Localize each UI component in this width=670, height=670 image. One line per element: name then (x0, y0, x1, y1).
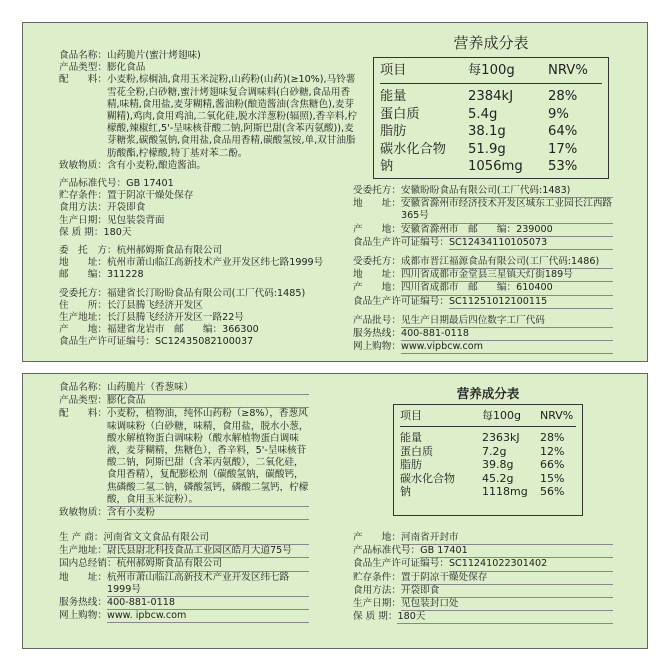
info-label: 食品名称： (59, 50, 107, 61)
nutrition-header-item: 项目 (380, 63, 407, 78)
info-label: 生 产 商： (59, 532, 104, 543)
info-label: 国内总经销： (59, 558, 117, 570)
info-row (353, 185, 613, 198)
info-label: 产 地： (59, 324, 107, 336)
nutrition-nrv-value: 53% (548, 158, 578, 174)
info-value: 杭州郝姆斯食品有限公司 (116, 245, 223, 257)
nutrition-amount: 38.1g (468, 124, 506, 140)
info-label: 贮存条件： (59, 190, 107, 202)
nutrition-row (380, 106, 602, 123)
info-value: 安徽省滁州市经济技术开发区城东工业园长江西路365号 (401, 198, 613, 223)
info-row (59, 74, 359, 159)
p1-nutrition-title: 营养成分表 (453, 34, 529, 52)
info-label: 食用方法： (353, 584, 401, 596)
info-label: 食品生产许可证编号： (59, 336, 155, 348)
nutrition-nrv-value: 28% (548, 89, 578, 105)
info-row (353, 558, 613, 571)
info-row (59, 288, 359, 300)
info-row (59, 572, 309, 597)
info-row (353, 328, 613, 341)
info-label: 产 地： (353, 223, 401, 235)
label-panel-honey-wing (22, 22, 648, 362)
info-row (353, 282, 613, 295)
info-value: 杭州郝姆斯食品有限公司 (117, 558, 309, 571)
info-label: 服务热线： (59, 597, 107, 609)
nutrition-nutrient: 脂肪 (400, 458, 422, 472)
info-label: 受委托方： (59, 287, 107, 299)
info-row (59, 324, 359, 336)
info-label: 地 址： (353, 198, 401, 210)
info-value: 福建省龙岩市 邮 编：366300 (106, 324, 259, 336)
info-row (59, 382, 309, 395)
info-value: 安徽省滁州市 邮 编：239000 (401, 224, 613, 237)
info-row (59, 408, 309, 507)
info-label: 地 址： (59, 257, 107, 269)
info-row (353, 341, 613, 354)
info-label: 产 地： (353, 532, 401, 543)
info-row (59, 245, 359, 257)
nutrition-header-row (380, 58, 602, 84)
info-label: 生产地址： (59, 545, 107, 557)
info-value: SC11241022301402 (449, 558, 613, 571)
info-row (59, 190, 359, 202)
info-label: 食用方法： (59, 202, 107, 214)
info-row (353, 256, 613, 269)
info-value: SC11251012100115 (449, 296, 613, 309)
info-label: 食品生产许可证编号： (353, 236, 449, 248)
nutrition-amount: 5.4g (468, 106, 498, 122)
info-row (59, 395, 309, 408)
info-row (59, 202, 359, 214)
info-value: www.vipbcw.com (401, 341, 613, 354)
info-label: 食品生产许可证编号： (353, 295, 449, 307)
info-value: 河南省开封市 (401, 532, 613, 545)
info-value: 安徽盼盼食品有限公司(工厂代码:1483) (401, 185, 613, 198)
info-value: 膨化食品 (106, 62, 146, 74)
info-value: SC12434110105073 (449, 237, 613, 250)
nutrition-header-per100g: 每100g (482, 409, 521, 422)
info-value: 杭州市萧山临江高新技术产业开发区纬七路1999号 (107, 572, 309, 597)
info-row (353, 296, 613, 309)
label-panel-scallion (22, 373, 648, 649)
info-label: 受委托方： (353, 185, 401, 196)
info-value: 180天 (103, 226, 132, 238)
p2-left-top-info (59, 382, 309, 520)
nutrition-nrv-value: 17% (548, 141, 578, 157)
info-row (59, 312, 359, 324)
info-label: 保 质 期： (59, 226, 104, 238)
nutrition-amount: 2384kJ (468, 89, 514, 105)
info-label: 网上购物： (353, 341, 401, 353)
nutrition-nrv-value: 66% (540, 458, 565, 472)
info-value: 山药脆片(蜜汁烤翅味) (106, 50, 201, 61)
info-value: 四川省成都市 邮 编：610400 (401, 282, 613, 295)
info-row (59, 300, 359, 312)
info-value: 见包装封口处 (401, 598, 613, 611)
info-row (59, 336, 359, 348)
info-value: 见包装袋背面 (106, 214, 165, 226)
nutrition-nutrient: 能量 (400, 431, 422, 445)
nutrition-amount: 7.2g (482, 444, 507, 458)
p2-left-bottom-info (59, 532, 309, 623)
info-label: 产品标准代号： (353, 545, 421, 557)
info-label: 邮 编： (59, 269, 107, 281)
info-value: SC12435082100037 (154, 336, 254, 348)
nutrition-nrv-value: 15% (540, 471, 565, 485)
info-row (59, 507, 309, 520)
info-row (59, 269, 359, 281)
info-row (353, 237, 613, 250)
info-row (353, 572, 613, 585)
info-row (59, 160, 359, 172)
p2-nutrition-table (393, 404, 583, 516)
p2-right-bottom-info (353, 532, 613, 624)
nutrition-row (380, 123, 602, 140)
info-row (353, 585, 613, 598)
nutrition-nutrient: 碳水化合物 (380, 141, 446, 157)
nutrition-nrv-value: 12% (540, 444, 565, 458)
info-value: 小麦粉,棕榈油,食用玉米淀粉,山药粉(山药)(≥10%),马铃薯雪花全粉,白砂糖,蜜汁烤翅味复合调味料(白砂糖,食品用香精,味精,食用盐,麦芽糊精,酱油粉(酿造酱油(含焦糖色),麦芽糊精),鸡肉,食用鸡油,二氧化硅,脱水洋葱粉(辐照),香辛料,柠檬酸,辣椒红,5'-呈味核苷酸二钠,阿斯巴甜(含苯丙氨酸)),麦芽糖浆,碳酸氢钠,食用盐,食品用香精,碳酸氢铵,单,双甘油脂肪酸酯,柠檬酸,特丁基对苯二酚。 (106, 74, 358, 159)
nutrition-row (400, 458, 576, 471)
nutrition-row (380, 141, 602, 158)
info-value: 开袋即食 (106, 202, 146, 214)
info-row (59, 227, 359, 239)
info-value: 400-881-0118 (401, 328, 613, 341)
info-label: 产 地： (353, 282, 401, 294)
p1-nutrition-table (373, 57, 609, 179)
info-value: 180天 (397, 611, 613, 624)
info-label: 生产日期： (59, 214, 107, 226)
nutrition-header-item: 项目 (400, 409, 422, 422)
info-label: 产品类型： (59, 395, 107, 407)
info-label: 受委托方： (353, 256, 401, 268)
info-value: 置于阴凉干燥处保存 (106, 190, 194, 202)
info-label: 住 所： (59, 299, 107, 311)
nutrition-header-nrv: NRV% (548, 63, 588, 78)
info-row (59, 50, 359, 62)
info-value: 杭州市萧山临江高新技术产业开发区纬七路1999号 (106, 257, 324, 269)
info-row (59, 558, 309, 571)
nutrition-row (380, 88, 602, 105)
info-row (353, 611, 613, 624)
info-row (59, 257, 359, 269)
nutrition-row (380, 158, 602, 175)
info-label: 产品批号： (353, 314, 401, 326)
p1-right-info (353, 185, 613, 354)
info-value: GB 17401 (126, 178, 174, 190)
info-row (59, 215, 359, 227)
info-value: 膨化食品 (107, 395, 309, 408)
nutrition-nutrient: 钠 (400, 484, 411, 498)
info-row (59, 178, 359, 190)
info-label: 保 质 期： (353, 611, 398, 623)
info-value: www. ipbcw.com (107, 610, 309, 623)
info-value: 400-881-0118 (107, 597, 309, 610)
nutrition-nutrient: 钠 (380, 158, 394, 174)
info-row (59, 545, 309, 558)
nutrition-amount: 45.2g (482, 471, 514, 485)
info-row (353, 315, 613, 328)
info-value: 尉氏县尉北科技食品工业园区皓月大道75号 (107, 545, 309, 558)
nutrition-row (400, 431, 576, 444)
nutrition-row (400, 485, 576, 498)
info-label: 食品名称： (59, 382, 107, 393)
info-row (353, 545, 613, 558)
info-label: 生产日期： (353, 598, 401, 610)
info-value: 福建省长汀盼盼食品有限公司(工厂代码:1485) (106, 287, 306, 299)
nutrition-body (400, 427, 576, 498)
info-row (353, 198, 613, 223)
info-value: 小麦粉，植物油，纯怀山药粉（≥8%），香葱风味调味粉（白砂糖，味精，食用盐，脱水小葱，酸水解植物蛋白调味粉（酸水解植物蛋白调味液，麦芽糊精，焦糖色），香辛料，5'-呈味核苷酸二钠，阿斯巴甜（含苯丙氨酸），二氧化硅，食用香精），复配膨松剂（碳酸氢钠，碳酸钙，焦磷酸二氢二钠，磷酸氢钙，磷酸二氢钙，柠檬酸，食用玉米淀粉）。 (107, 408, 309, 507)
nutrition-nrv-value: 56% (540, 484, 565, 498)
nutrition-header-row (400, 405, 576, 427)
info-value: 含有小麦粉 (107, 507, 309, 520)
info-label: 生产地址： (59, 312, 107, 324)
nutrition-nutrient: 碳水化合物 (400, 471, 455, 485)
info-label: 配 料： (59, 74, 107, 86)
nutrition-header-per100g: 每100g (468, 63, 515, 78)
nutrition-nutrient: 蛋白质 (400, 444, 433, 458)
info-value: 开袋即食 (401, 585, 613, 598)
info-value: 成都市晋江福源食品有限公司(工厂代码:1486) (401, 256, 613, 269)
nutrition-row (400, 472, 576, 485)
p1-left-info (59, 50, 359, 349)
info-label: 致敏物质： (59, 159, 107, 171)
nutrition-amount: 1056mg (468, 158, 523, 174)
info-label: 食品生产许可证编号： (353, 558, 449, 570)
info-label: 网上购物： (59, 610, 107, 622)
info-row (59, 62, 359, 74)
info-value: 置于阴凉干燥处保存 (401, 572, 613, 585)
nutrition-body (380, 84, 602, 175)
info-value: 含有小麦粉,酿造酱油。 (106, 159, 206, 171)
info-value: 四川省成都市金堂县三星镇天灯街189号 (401, 269, 613, 282)
info-label: 配 料： (59, 408, 107, 420)
p2-nutrition-title: 营养成分表 (456, 386, 520, 401)
info-value: 河南省文文食品有限公司 (103, 532, 309, 545)
nutrition-amount: 39.8g (482, 458, 514, 472)
nutrition-nutrient: 蛋白质 (380, 106, 420, 122)
info-label: 服务热线： (353, 328, 401, 340)
nutrition-row (400, 445, 576, 458)
info-row (59, 610, 309, 623)
info-row (353, 598, 613, 611)
info-value: 长汀县腾飞经济开发区 (106, 299, 203, 311)
nutrition-nutrient: 能量 (380, 89, 407, 105)
info-value: GB 17401 (420, 545, 613, 558)
info-row (353, 224, 613, 237)
info-label: 委 托 方： (59, 245, 117, 257)
info-value: 见生产日期最后四位数字工厂代码 (401, 315, 613, 328)
info-value: 长汀县腾飞经济开发区一路22号 (106, 312, 244, 324)
nutrition-amount: 2363kJ (482, 431, 520, 445)
info-label: 致敏物质： (59, 507, 107, 519)
info-row (59, 597, 309, 610)
info-label: 产品标准代号： (59, 178, 127, 190)
info-label: 地 址： (353, 269, 401, 281)
info-value: 山药脆片（香葱味） (107, 382, 309, 395)
nutrition-nutrient: 脂肪 (380, 124, 407, 140)
info-row (59, 532, 309, 545)
nutrition-amount: 51.9g (468, 141, 506, 157)
info-label: 地 址： (59, 571, 107, 583)
info-label: 产品类型： (59, 62, 107, 74)
info-row (353, 269, 613, 282)
nutrition-amount: 1118mg (482, 484, 528, 498)
info-row (353, 532, 613, 545)
nutrition-nrv-value: 64% (548, 124, 578, 140)
nutrition-nrv-value: 28% (540, 431, 565, 445)
info-value: 311228 (106, 269, 144, 281)
nutrition-nrv-value: 9% (548, 106, 569, 122)
nutrition-header-nrv: NRV% (540, 409, 574, 422)
info-label: 贮存条件： (353, 571, 401, 583)
